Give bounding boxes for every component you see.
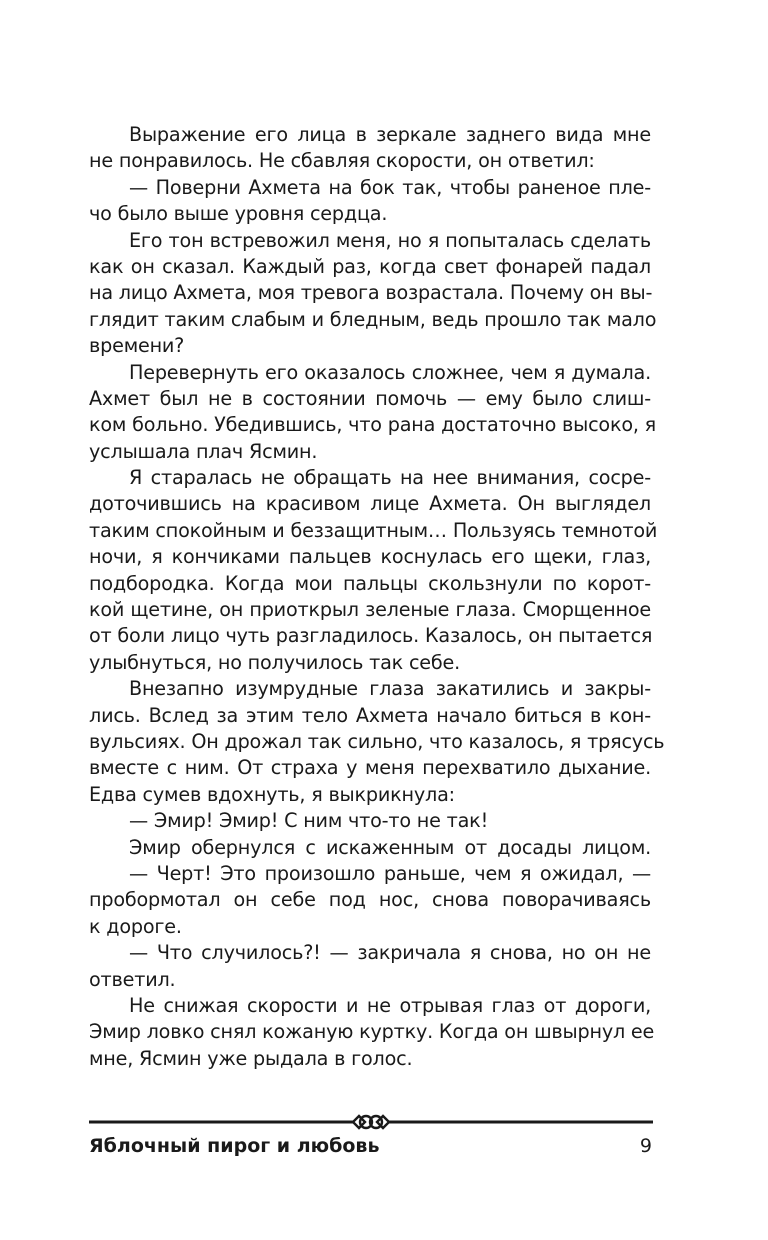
text-line: Эмир ловко снял кожаную куртку. Когда он швырнул ее xyxy=(89,1020,655,1044)
text-line: лись. Вслед за этим тело Ахмета начало биться в кон- xyxy=(89,703,651,727)
text-line: улыбнуться, но получилось так себе. xyxy=(89,650,461,674)
page-number: 9 xyxy=(639,1135,652,1157)
text-line: доточившись на красивом лице Ахмета. Он выглядел xyxy=(89,492,651,516)
text-line: вместе с ним. От страха у меня перехватило дыхание. xyxy=(89,756,651,780)
text-line: Не снижая скорости и не отрывая глаз от дороги, xyxy=(129,993,651,1017)
text-line: ком больно. Убедившись, что рана достаточно высоко, я xyxy=(89,413,657,437)
text-line: Выражение его лица в зеркале заднего вида мне xyxy=(129,123,651,146)
text-line: пробормотал он себе под нос, снова поворачиваясь xyxy=(89,888,651,912)
text-line: — Эмир! Эмир! С ним что-то не так! xyxy=(129,809,489,833)
text-line: ночи, я кончиками пальцев коснулась его щеки, глаз, xyxy=(89,545,651,569)
text-line: Эмир обернулся с искаженным от досады лицом. xyxy=(129,835,651,859)
text-line: не понравилось. Не сбавляя скорости, он ответил: xyxy=(89,149,595,173)
text-line: Ахмет был не в состоянии помочь — ему было слиш- xyxy=(89,386,651,410)
text-line: от боли лицо чуть разгладилось. Казалось, он пытается xyxy=(89,624,653,648)
text-line: услышала плач Ясмин. xyxy=(89,439,318,463)
text-line: подбородка. Когда мои пальцы скользнули по корот- xyxy=(89,571,651,595)
text-line: чо было выше уровня сердца. xyxy=(89,202,388,226)
text-line: — Что случилось?! — закричала я снова, но он не xyxy=(129,941,651,965)
text-line: Едва сумев вдохнуть, я выкрикнула: xyxy=(89,782,455,806)
text-line: Перевернуть его оказалось сложнее, чем я думала. xyxy=(129,360,651,384)
body-text xyxy=(89,122,665,1072)
text-line: таким спокойным и беззащитным… Пользуясь темнотой xyxy=(89,518,658,542)
text-line: вульсиях. Он дрожал так сильно, что казалось, я трясусь xyxy=(89,729,665,753)
running-footer-title: Яблочный пирог и любовь xyxy=(89,1135,380,1157)
text-line: Внезапно изумрудные глаза закатились и закры- xyxy=(129,677,651,701)
interlocked-rings-icon xyxy=(353,1116,389,1128)
text-line: времени? xyxy=(89,334,185,358)
text-line: мне, Ясмин уже рыдала в голос. xyxy=(89,1046,413,1070)
text-line: на лицо Ахмета, моя тревога возрастала. Почему он вы- xyxy=(89,281,653,305)
text-line: глядит таким слабым и бледным, ведь прошло так мало xyxy=(89,307,657,331)
text-line: Его тон встревожил меня, но я попыталась сделать xyxy=(129,228,651,252)
text-line: кой щетине, он приоткрыл зеленые глаза. Сморщенное xyxy=(89,598,651,622)
text-line: — Поверни Ахмета на бок так, чтобы раненое пле- xyxy=(129,175,651,199)
text-line: — Черт! Это произошло раньше, чем я ожидал, — xyxy=(129,861,651,885)
text-line: к дороге. xyxy=(89,914,182,938)
text-line: Я старалась не обращать на нее внимания, сосре- xyxy=(129,466,651,490)
text-line: ответил. xyxy=(89,967,176,991)
text-line: как он сказал. Каждый раз, когда свет фонарей падал xyxy=(89,254,651,278)
footer-divider xyxy=(89,1112,653,1132)
